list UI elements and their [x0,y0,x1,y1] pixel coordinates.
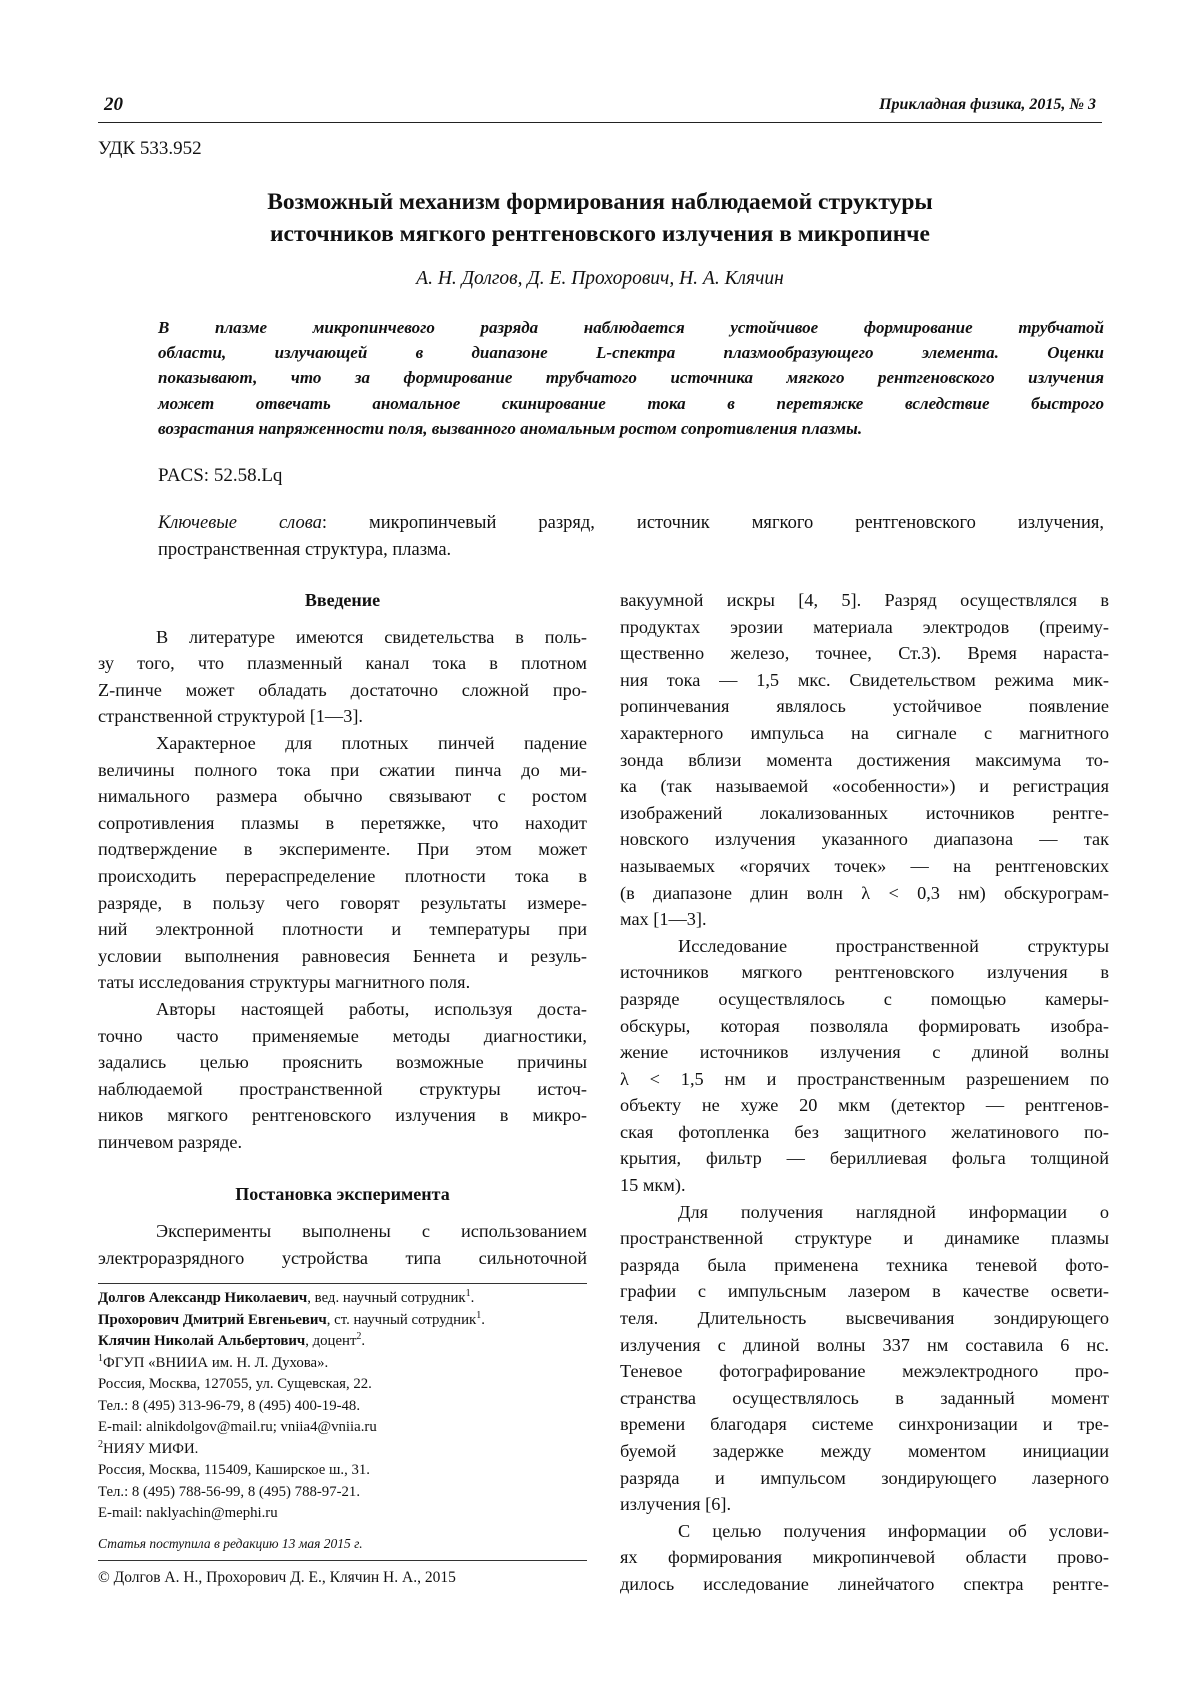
text-line: Авторы настоящей работы, используя доста- [156,998,587,1019]
text-line: разряде, в пользу чего говорят результаты измере- [98,892,587,913]
text-line: щественно железо, точнее, Ст.3). Время нараста- [620,643,1109,664]
page-number: 20 [104,94,123,115]
text-line: условии выполнения равновесия Беннета и резуль- [98,945,587,966]
abstract [158,315,1104,441]
keywords [158,510,1104,564]
text-line: В литературе имеются свидетельства в поль- [156,626,587,647]
section-heading-experiment: Постановка эксперимента [235,1184,450,1205]
footnote-line: Прохорович Дмитрий Евгеньевич, ст. научный сотрудник$^1$. [98,1309,485,1328]
author-role: , доцент [305,1333,357,1349]
text-line: мах [1—3]. [620,909,707,930]
text-line: (в диапазоне длин волн λ < 0,3 нм) обскурограм- [620,882,1109,903]
section-heading-introduction: Введение [304,590,381,610]
keywords-line: пространственная структура, плазма. [158,540,452,560]
text-line: жение источников излучения с длиной волны [620,1042,1109,1063]
footnote-line: Долгов Александр Николаевич, вед. научный сотрудник$^1$. [98,1288,475,1306]
author-role: , вед. научный сотрудник [307,1290,466,1306]
left-column [98,587,587,1271]
affiliation-mark: 2 [98,1438,103,1450]
author-list: А. Н. Долгов, Д. Е. Прохорович, Н. А. Клячин [416,268,784,289]
abstract-line: может отвечать аномальное скинирование тока в перетяжке вследствие быстрого [158,393,1104,413]
text-line: 15 мкм). [620,1175,686,1196]
organization: ФГУП «ВНИИА им. Н. Л. Духова». [103,1354,329,1371]
address: Россия, Москва, 115409, Каширское ш., 31. [98,1462,370,1478]
text-line: ний электронной плотности и температуры при [98,919,587,940]
running-header [98,92,1102,123]
text-line: С целью получения информации об услови- [678,1520,1109,1541]
keywords-line [158,510,1104,537]
author-name: Долгов Александр Николаевич [98,1290,308,1306]
abstract-line: В плазме микропинчевого разряда наблюдается устойчивое формирование трубчатой [158,318,1104,337]
email: E-mail: naklyachin@mephi.ru [98,1505,278,1521]
text-line: происходить перераспределение плотности тока в [98,865,587,886]
text-line: времени благодаря системе синхронизации и тре- [620,1414,1109,1435]
text-line: Характерное для плотных пинчей падение [156,732,587,753]
text-line: разряда была применена техника теневой фото- [620,1254,1109,1275]
copyright-notice: © Долгов А. Н., Прохорович Д. Е., Клячин Н. А., 2015 [98,1569,456,1586]
article-title [98,186,1102,250]
text-line: пространственной структуре и динамике плазмы [620,1228,1109,1249]
text-line: странства осуществлялось в заданный момент [620,1387,1109,1408]
affiliation-mark: 1 [98,1352,103,1364]
author-footnotes [98,1283,587,1589]
author-role: , ст. научный сотрудник [326,1311,477,1328]
phone: Тел.: 8 (495) 313-96-79, 8 (495) 400-19-48. [98,1397,361,1414]
text-line: ка (так называемой «особенности») и регистрация [620,776,1109,797]
abstract-line: возрастания напряженности поля, вызванного аномальным ростом сопротивления плазмы. [158,418,863,438]
text-line: λ < 1,5 нм и пространственным разрешением по [620,1068,1109,1089]
email: E-mail: alnikdolgov@mail.ru; vniia4@vniia.ru [98,1419,377,1435]
text-line: Исследование пространственной структуры [678,935,1109,956]
text-line: точно часто применяемые методы диагностики, [98,1025,587,1046]
text-line: пинчевом разряде. [98,1131,243,1152]
udk-code: УДК 533.952 [98,138,202,159]
text-line: величины полного тока при сжатии пинча до ми- [98,759,587,780]
right-column [620,587,1109,1598]
text-line: ях формирования микропинчевой области прово- [620,1547,1109,1568]
footnote-line [98,1353,587,1375]
text-line: зонда вблизи момента достижения максимума то- [620,749,1109,770]
text-line: теля. Длительность высвечивания зондирующего [620,1308,1109,1329]
text-line: электроразрядного устройства типа сильноточной [98,1247,587,1268]
text-line: разряда и импульсом зондирующего лазерного [620,1467,1109,1488]
journal-reference: Прикладная физика, 2015, № 3 [879,96,1096,113]
text-line: изображений локализованных источников рентге- [620,802,1109,823]
title-line: источников мягкого рентгеновского излучения в микропинче [270,221,930,247]
text-line: характерного импульса на сигнале с магнитного [620,722,1109,743]
author-name: Клячин Николай Альбертович [98,1333,306,1349]
keywords-label: Ключевые слова [158,513,322,533]
text-line: продуктах эрозии материала электродов (преиму- [620,616,1109,637]
text-line: дилось исследование линейчатого спектра рентге- [620,1573,1109,1594]
text-line: ников мягкого рентгеновского излучения в микро- [98,1105,587,1126]
keywords-text: : микропинчевый разряд, источник мягкого рентгеновского излучения, [321,513,1104,533]
section-gap [98,1155,587,1181]
text-line: крытия, фильтр — бериллиевая фольга толщиной [620,1148,1109,1169]
footnote-line: Клячин Николай Альбертович, доцент$^2$. [98,1331,366,1349]
affiliation-mark: 1 [465,1288,471,1300]
text-line: зу того, что плазменный канал тока в плотном [98,653,587,674]
phone: Тел.: 8 (495) 788-56-99, 8 (495) 788-97-21. [98,1483,361,1500]
text-line: излучения с длиной волны 337 нм составила 6 нс. [620,1334,1109,1355]
author-name: Прохорович Дмитрий Евгеньевич [98,1311,327,1328]
address: Россия, Москва, 127055, ул. Сущевская, 22. [98,1376,372,1392]
pacs-code: PACS: 52.58.Lq [158,465,283,486]
text-line: странственной структурой [1—3]. [98,706,364,727]
text-line: Для получения наглядной информации о [678,1201,1109,1222]
text-line: таты исследования структуры магнитного поля. [98,972,471,993]
text-line: подтверждение в эксперименте. При этом может [98,839,587,860]
abstract-line: области, излучающей в диапазоне L-спектра плазмообразующего элемента. Оценки [158,343,1104,363]
text-line: буемой задержке между моментом инициации [620,1441,1109,1461]
footnote-line [98,1439,587,1461]
text-line: разряде осуществлялось с помощью камеры- [620,988,1109,1009]
abstract-line: показывают, что за формирование трубчатого источника мягкого рентгеновского излучения [158,368,1104,388]
text-line: задались целью прояснить возможные причины [98,1052,587,1073]
text-line: Теневое фотографирование межэлектродного про- [620,1361,1109,1382]
text-line: излучения [6]. [620,1494,732,1515]
organization: НИЯУ МИФИ. [103,1440,199,1457]
text-line: объекту не хуже 20 мкм (детектор — рентгенов- [620,1095,1109,1116]
received-date: Статья поступила в редакцию 13 мая 2015 г. [98,1533,587,1562]
affiliation-mark: 1 [476,1309,482,1321]
text-line: называемых «горячих точек» — на рентгеновских [620,855,1109,876]
text-line: Z-пинче может обладать достаточно сложной про- [98,679,587,700]
title-line: Возможный механизм формирования наблюдаемой структуры [267,189,933,215]
text-line: ния тока — 1,5 мкс. Свидетельством режима мик- [620,669,1109,690]
text-line: обскуры, которая позволяла формировать изобра- [620,1015,1109,1036]
affiliation-mark: 2 [356,1331,362,1343]
text-line: сопротивления плазмы в перетяжке, что находит [98,812,587,833]
text-line: вакуумной искры [4, 5]. Разряд осуществлялся в [620,590,1109,610]
text-line: новского излучения указанного диапазона — так [620,829,1109,850]
text-line: нимального размера обычно связывают с ростом [98,786,587,807]
text-line: наблюдаемой пространственной структуры источ- [98,1078,587,1099]
text-line: графии с импульсным лазером в качестве освети- [620,1281,1109,1302]
text-line: Эксперименты выполнены с использованием [156,1221,587,1242]
text-line: ская фотопленка без защитного желатинового по- [620,1121,1109,1142]
text-line: источников мягкого рентгеновского излучения в [620,962,1109,983]
text-line: ропинчевания являлось устойчивое появление [620,696,1109,717]
